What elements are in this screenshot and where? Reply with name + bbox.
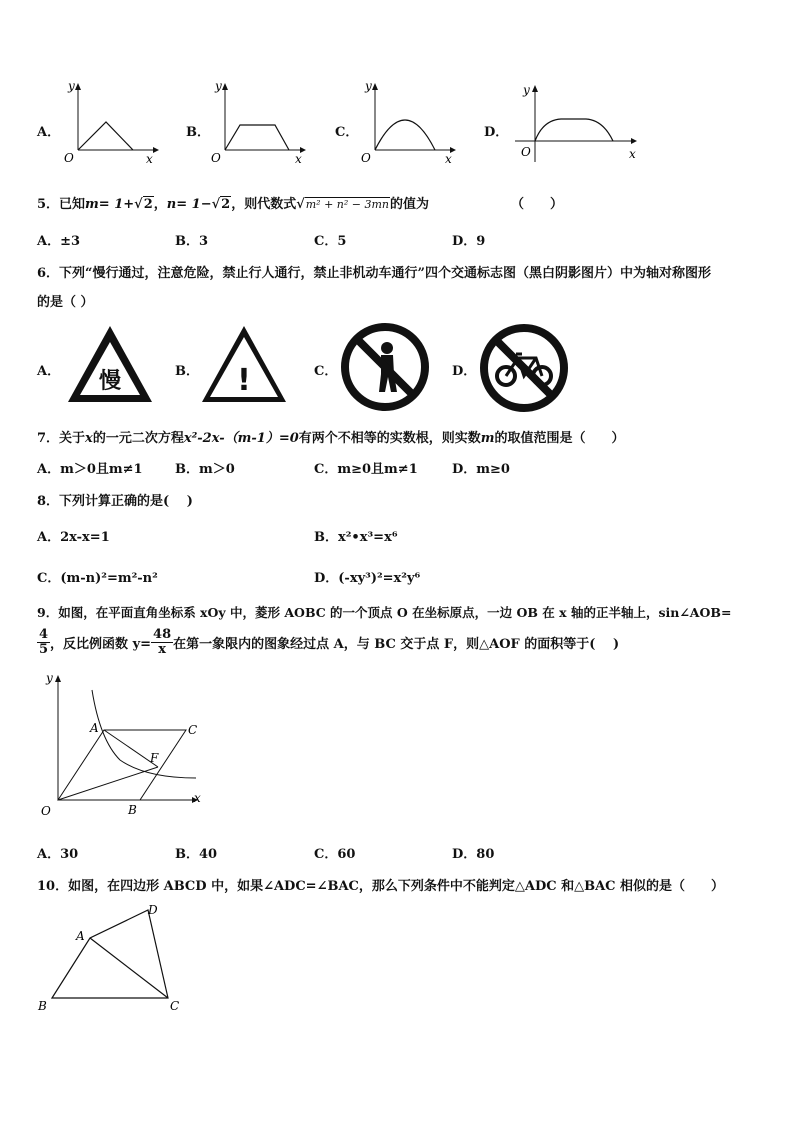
- q9-option-a: A．30: [37, 847, 79, 862]
- q9-option-d: D．80: [452, 847, 495, 862]
- q6-stem-line2: 的是（ ）: [37, 295, 94, 310]
- q4d-origin-label: O: [521, 145, 531, 159]
- sign-b-text: !: [237, 363, 251, 398]
- q4a-origin-label: O: [64, 151, 74, 165]
- q9-o-label: O: [41, 804, 51, 818]
- no-bicycles-sign-icon: [478, 322, 570, 414]
- q7-stem: 7．关于x的一元二次方程x²-2x-（m-1）=0有两个不相等的实数根，则实数m的取值范围是（ ）: [37, 431, 625, 446]
- q7-option-b: B．m＞0: [175, 462, 235, 477]
- q10-d-label: D: [148, 903, 158, 917]
- q9-a-label: A: [90, 721, 99, 735]
- q5-option-a: A．±3: [37, 234, 81, 249]
- q7-option-c: C．m≥0且m≠1: [314, 462, 418, 477]
- q4-option-a-letter: A．: [37, 125, 61, 140]
- q9-b-label: B: [128, 803, 137, 817]
- warning-sign-icon: [200, 324, 290, 406]
- q5-option-c: C．5: [314, 234, 347, 249]
- q8-stem: 8．下列计算正确的是( ): [37, 494, 193, 509]
- q9-x-label: x: [194, 791, 201, 805]
- q10-c-label: C: [170, 999, 180, 1013]
- q4a-y-label: y: [68, 79, 75, 93]
- q8-option-a: A．2x-x=1: [37, 530, 110, 545]
- q4-option-d-letter: D．: [484, 125, 509, 140]
- q9-stem-line1: 9．如图，在平面直角坐标系 xOy 中，菱形 AOBC 的一个顶点 O 在坐标原点，一边 OB 在 x 轴的正半轴上，sin∠AOB=: [37, 605, 732, 620]
- q10-a-label: A: [76, 929, 85, 943]
- q9-f-label: F: [150, 751, 159, 765]
- q4b-y-label: y: [215, 79, 222, 93]
- q6-option-d-letter: D．: [452, 364, 477, 379]
- q4b-origin-label: O: [211, 151, 221, 165]
- q8-option-d: D．(-xy³)²=x²y⁶: [314, 571, 421, 586]
- q5-stem: 5．已知m= 1+√2，n= 1−√2，则代数式√m² + n² − 3mn的值为: [37, 197, 430, 212]
- q9-option-b: B．40: [175, 847, 218, 862]
- q4a-x-label: x: [146, 152, 153, 166]
- q10-quadrilateral-diagram: [36, 902, 186, 1017]
- q9-stem-line2: $\frac{4}{5}$ ，反比例函数 y= $\frac{48}{x}$ 在第一象限内的图象经过点 A，与 BC 交于点 F，则△AOF 的面积等于( ): [39, 627, 620, 657]
- q5-radical: m² + n² − 3mn: [305, 198, 390, 211]
- q6-stem-line1: 6．下列“慢行通过，注意危险，禁止行人通行，禁止非机动车通行”四个交通标志图（黑白阴影图片）中为轴对称图形: [37, 266, 712, 281]
- q4d-y-label: y: [523, 83, 530, 97]
- q4c-origin-label: O: [361, 151, 371, 165]
- q4-option-b-letter: B．: [186, 125, 210, 140]
- q10-stem: 10．如图，在四边形 ABCD 中，如果∠ADC=∠BAC，那么下列条件中不能判定△ADC 和△BAC 相似的是（ ）: [37, 879, 725, 894]
- q10-b-label: B: [38, 999, 47, 1013]
- q6-option-b-letter: B．: [175, 364, 199, 379]
- q8-option-b: B．x²•x³=x⁶: [314, 530, 398, 545]
- q8-option-c: C．(m-n)²=m²-n²: [37, 571, 158, 586]
- q6-option-c-letter: C．: [314, 364, 338, 379]
- q5-option-b: B．3: [175, 234, 209, 249]
- q4d-x-label: x: [629, 147, 636, 161]
- q5-option-d: D．9: [452, 234, 486, 249]
- q9-rhombus-diagram: [36, 670, 206, 820]
- q4c-x-label: x: [445, 152, 452, 166]
- no-pedestrians-sign-icon: [340, 322, 430, 412]
- q5-answer-blank: （ ）: [511, 197, 564, 212]
- q4b-x-label: x: [295, 152, 302, 166]
- q9-fraction-4-5: $\frac{4}{5}$: [39, 627, 49, 657]
- q4-option-c-graph: [355, 79, 465, 167]
- q9-option-c: C．60: [314, 847, 356, 862]
- q4-option-c-letter: C．: [335, 125, 359, 140]
- slow-down-sign-icon: [66, 324, 156, 406]
- sign-a-text: 慢: [98, 369, 122, 394]
- q6-option-a-letter: A．: [37, 364, 61, 379]
- q9-y-label: y: [46, 671, 53, 685]
- q9-fraction-48-x: $\frac{48}{x}$: [153, 627, 172, 657]
- q4-option-d-graph: [513, 84, 653, 169]
- q4-option-b-graph: [205, 79, 315, 167]
- q7-option-a: A．m＞0且m≠1: [37, 462, 143, 477]
- q4c-y-label: y: [365, 79, 372, 93]
- q7-option-d: D．m≥0: [452, 462, 510, 477]
- q9-c-label: C: [188, 723, 198, 737]
- q4-option-a-graph: [58, 79, 168, 167]
